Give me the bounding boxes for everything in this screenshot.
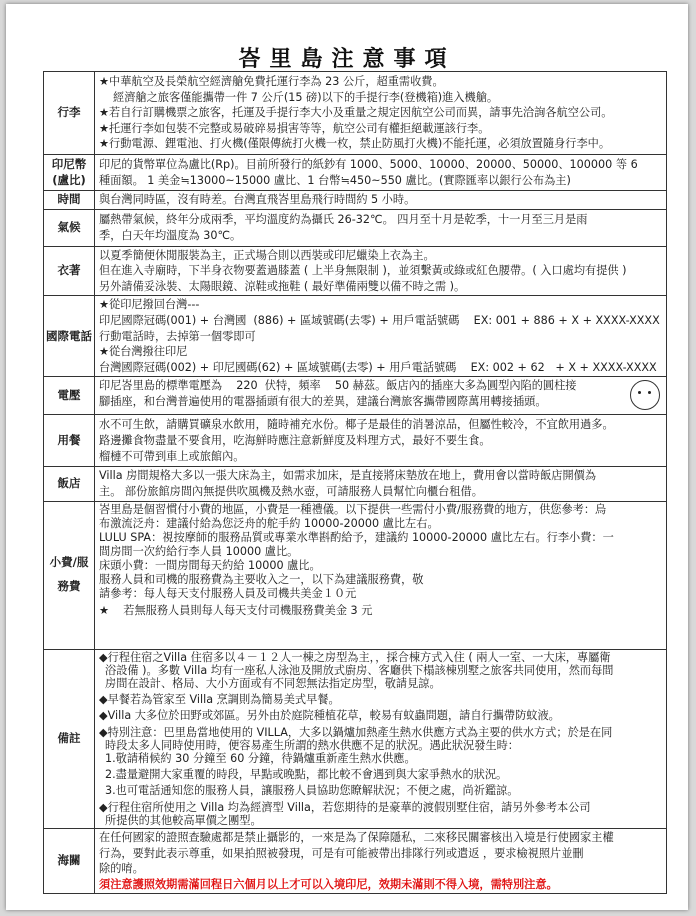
text-line: 間房間一次約給行李人員 10000 盧比。 [99,544,299,558]
text-line: ◆Villa 大多位於田野或郊區。另外由於庭院種植花草，較易有蚊蟲問題，請自行攜帶防蚊液。 [99,709,560,723]
text-line: 印尼峇里島的標準電壓為 220 伏特，頻率 50 赫茲。飯店內的插座大多為圓型內陷的圓柱接 [99,379,577,393]
text-line: ◆早餐若為管家至 Villa 烹調則為簡易美式早餐。 [99,693,340,707]
row-content [95,209,667,246]
row-content [95,377,667,415]
text-line: 在任何國家的證照查驗處都是禁止攝影的，一來是為了保障隱私，二來移民關審核出入境是行使國家主權 [99,830,614,844]
text-line: 浴設備 )。多數 Villa 均有一座私人泳池及開放式廚房、客廳供下榻該棟別墅之旅客共同使用，然而每間 [105,663,614,677]
text-line: ◆特別注意：巴里島當地使用的 VILLA，大多以鍋爐加熱產生熱水供應方式為主要的供水方式；於是在同 [99,725,613,739]
text-line: 2.盡量避開大家重覆的時段，早點或晚點，都比較不會遇到與大家爭熱水的狀況。 [105,768,508,782]
row-content [95,501,667,649]
text-line: 印尼國際冠碼(001) + 台灣國 (886) + 區域號碼(去零) + 用戶電話號碼 EX: 001 + 886 + X + XXXX-XXXX [99,313,660,327]
text-line: ★從台灣撥往印尼 [99,345,188,359]
row-label [44,155,95,191]
text-line: 除的唷。 [99,862,144,876]
text-line: 請參考：每人每天支付服務人員及司機共美金１０元 [99,586,357,600]
text-line: 主。 部份旅館房間內無提供吹風機及熱水壺，可請服務人員幫忙向櫃台租借。 [99,484,483,498]
text-line: ★從印尼撥回台灣--- [99,298,200,312]
row-label: 飯店 [44,467,95,501]
text-line: 服務人員和司機的服務費為主要收入之一，以下為建議服務費，敬 [99,572,424,586]
row-label: 國際電話 [44,296,95,377]
row-voltage [44,377,667,415]
row-content [95,155,667,191]
row-content [95,246,667,296]
text-line: 3.也可電話通知您的服務人員，讓服務人員協助您瞭解狀況；不便之處，尚祈鑑諒。 [105,784,519,798]
text-line: 屬熱帶氣候，終年分成兩季，平均溫度約為攝氏 26-32℃。 四月至十月是乾季，十一月至三月是雨 [99,213,588,226]
row-label: 時間 [44,191,95,210]
text-line: 布激流泛舟：建議付給為您泛舟的舵手約 10000-20000 盧比左右。 [99,516,439,530]
text-line: 時段太多人同時使用時，便容易產生所謂的熱水供應不足的狀況。遇此狀況發生時： [105,738,519,752]
row-phone [44,296,667,377]
notice-table [43,71,667,894]
text-line: 水不可生飲，請購買礦泉水飲用，隨時補充水份。椰子是最佳的消暑涼品，但屬性較冷，不宜飲用過多。 [99,418,614,432]
text-line: 1.敬請稍候約 30 分鐘至 60 分鐘，待鍋爐重新產生熱水供應。 [105,751,416,765]
row-climate [44,209,667,246]
text-line: 與台灣同時區，沒有時差。台灣直飛峇里島飛行時間約 5 小時。 [99,193,416,206]
row-label: 衣著 [44,246,95,296]
text-line: 以夏季簡便休閒服裝為主，正式場合則以西裝或印尼蠟染上衣為主。 [99,248,435,262]
text-line: 台灣國際冠碼(002) + 印尼國碼(62) + 區域號碼(去零) + 用戶電話號碼 EX: 002 + 62 + X + XXXX-XXXX [99,360,657,374]
text-line: 另外請備妥泳裝、太陽眼鏡、涼鞋或拖鞋 ( 最好準備兩雙以備不時之需 )。 [99,279,466,293]
text-line: 季，白天年均溫度為 30℃。 [99,228,242,242]
text-line: 經濟艙之旅客僅能攜帶一件 7 公斤(15 磅)以下的手提行李(登機箱)進入機艙。 [113,90,499,104]
row-time [44,191,667,210]
row-label: 行李 [44,72,95,155]
text-line: 種面額。 1 美金≒13000~15000 盧比、1 台幣≒450~550 盧比。(實際匯率以銀行公布為主) [99,173,571,187]
text-line: 印尼的貨幣單位為盧比(Rp)。目前所發行的紙鈔有 1000、5000、10000、20000、50000、100000 等 6 [99,157,638,171]
row-label: 備註 [44,649,95,828]
row-customs [44,828,667,893]
row-currency [44,155,667,191]
text-line: ◆行程住宿所使用之 Villa 均為經濟型 Villa，若您期待的是豪華的渡假別墅住宿，請另外參考本公司 [99,800,591,814]
row-hotel [44,467,667,501]
text-line: ★若自行訂購機票之旅客，托運及手提行李大小及重量之規定因航空公司而異，請事先洽詢各航空公司。 [99,106,613,120]
row-dining [44,415,667,467]
row-content [95,191,667,210]
label-line: 務費 [57,579,81,594]
text-line: LULU SPA：視按摩師的服務品質或專業水準斟酌給予，建議約 10000-20000 盧比左右。行李小費：一 [99,530,614,544]
text-line: 路邊攤食物盡量不要食用，吃海鮮時應注意新鮮度及料理方式，最好不要生食。 [99,434,491,448]
row-label: 氣候 [44,209,95,246]
text-line: Villa 房間規格大多以一張大床為主，如需求加床，是直接將床墊放在地上，費用會以當時飯店開價為 [99,469,597,483]
row-label [44,501,95,649]
row-luggage [44,72,667,155]
text-line: 榴槤不可帶到車上或旅館內。 [99,449,245,463]
text-line: ★行動電源、鋰電池、打火機(僅限傳統打火機一枚，禁止防風打火機)不能托運，必須放置隨身行李中。 [99,137,611,151]
label-line: 印尼幣 [51,156,87,171]
row-content [95,649,667,828]
row-content [95,296,667,377]
row-label: 海關 [44,828,95,893]
text-line: 行為，要對此表示尊重，如果拍照被發現，可是有可能被帶出排隊行列或遣返 ，要求檢視照片並刪 [99,846,584,860]
text-line: 行動電話時，去掉第一個零即可 [99,329,256,343]
text-line: ★中華航空及長榮航空經濟艙免費托運行李為 23 公斤，超重需收費。 [99,75,444,89]
text-line: 房間在設計、格局、大小方面或有不同恕無法指定房型，敬請見諒。 [105,676,441,690]
text-line: ★ 若無服務人員則每人每天支付司機服務費美金 3 元 [99,603,373,617]
text-line: 床頭小費：一間房間每天約給 10000 盧比。 [99,558,321,572]
text-line: ◆行程住宿之Villa 住宿多以４－１２人一棟之房型為主，，採合棟方式入住 ( 兩人一室、一大床，專屬衛 [99,650,611,664]
label-line: (盧比) [52,172,86,187]
label-line: 小費/服 [49,555,89,570]
row-clothing [44,246,667,296]
page-title: 峇里島注意事項 [238,47,456,72]
text-line: 但在進入寺廟時，下半身衣物要蓋過膝蓋 ( 上半身無限制 )，並須繫黃或綠或紅色腰帶。( 入口處均有提供 ) [99,264,627,278]
row-label: 電壓 [44,377,95,415]
row-content [95,72,667,155]
passport-warning: 須注意護照效期需滿回程日六個月以上才可以入境印尼，效期未滿則不得入境，需特別注意。 [99,877,558,891]
row-tips [44,501,667,649]
row-label: 用餐 [44,415,95,467]
text-line: 峇里島是個習慣付小費的地區，小費是一種禮儀。以下提供一些需付小費/服務費的地方，供您參考：烏 [99,502,607,516]
row-content [95,828,667,893]
text-line: ★托運行李如包裝不完整或易破碎易損害等等，航空公司有權拒絕載運該行李。 [99,121,490,135]
text-line: 所提供的其他較高單價之團型。 [105,813,262,827]
document-page [6,4,688,910]
row-notes [44,649,667,828]
row-content [95,415,667,467]
text-line: 腳插座，和台灣普遍使用的電器插頭有很大的差異，建議台灣旅客攜帶國際萬用轉接插頭。 [99,394,547,408]
row-content [95,467,667,501]
